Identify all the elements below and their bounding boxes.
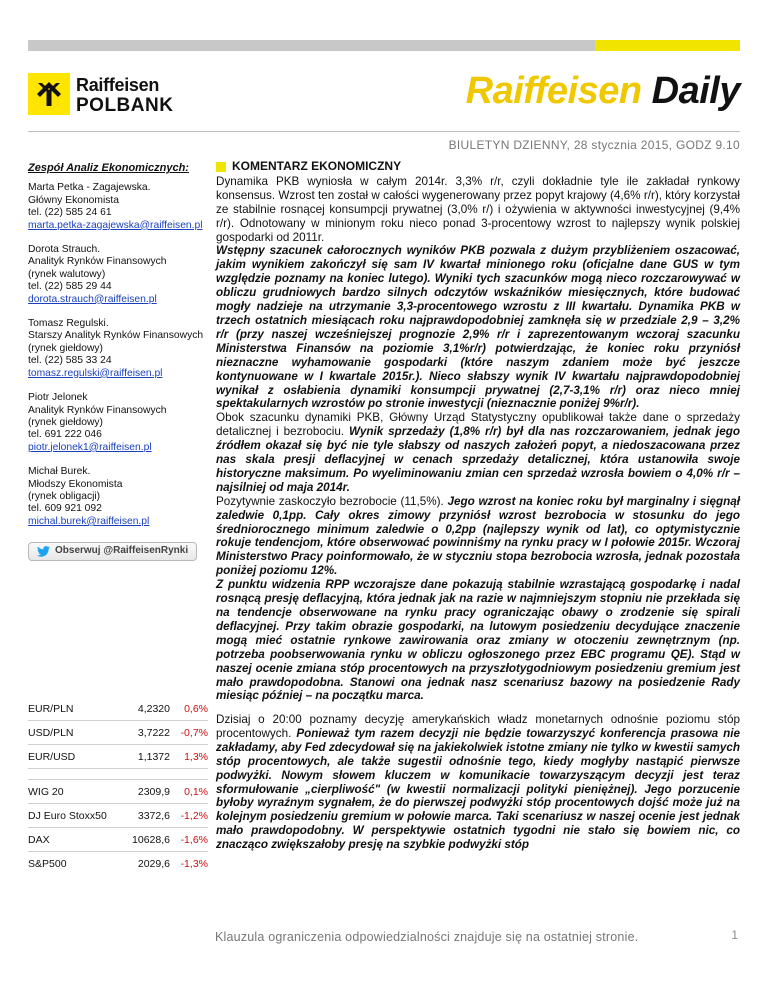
paragraph-text: Pozytywnie zaskoczyło bezrobocie (11,5%). (216, 494, 448, 508)
contact-card (28, 466, 208, 528)
contact-name: Marta Petka - Zagajewska. (28, 182, 151, 194)
section-title: KOMENTARZ EKONOMICZNY (232, 159, 402, 173)
contact-phone: tel. (22) 585 29 44 (28, 281, 112, 293)
logo-text-raiffeisen: Raiffeisen (76, 75, 160, 95)
contact-phone: tel. 609 921 092 (28, 503, 102, 515)
paragraph-text: Obok szacunku dynamiki PKB, Główny Urząd Statystyczny opublikował także dane o sprzedaży detalicznej i bezrobociu. (216, 411, 740, 439)
market-table (28, 697, 208, 875)
section-square-icon (216, 162, 226, 172)
contact-role: Analityk Rynków Finansowych (28, 404, 167, 416)
instrument-name: S&P500 (28, 857, 67, 870)
instrument-name: USD/PLN (28, 726, 74, 739)
instrument-change: 1,3% (184, 750, 208, 763)
paragraph-emphasis: Ponieważ tym razem decyzji nie będzie towarzyszyć konferencja prasowa nie zakładamy, aby Fed zdecydował się na jakiekolwiek istotne zmiany nie tylko w kwestii samych stóp procentowych, ale także sugestii odnośnie tego, kiedy mogłyby nastąpić pierwsze podwyżki. Nowym słowem kluczem w komunikacie towarzyszącym decyzji jest teraz sformułowanie „cierpliwość" (w kwestii normalizacji polityki pieniężnej). Jego porzucenie byłoby wyraźnym sygnałem, że do pierwszej podwyżki stóp procentowych dojść może już na kolejnym posiedzeniu gremium w połowie marca. Taki scenariusz w naszej ocenie jest jednak mało prawdopodobny. W perspektywie ostatnich tygodni nie stało się bowiem nic, co znacząco zwiększałoby presję na szybkie podwyżki stóp (216, 726, 740, 852)
publication-title (466, 70, 740, 113)
contact-card (28, 182, 208, 232)
twitter-bird-icon (37, 546, 50, 557)
market-row (28, 828, 208, 852)
gable-cross-icon (28, 73, 70, 115)
contact-card (28, 392, 208, 454)
contact-phone: tel. (22) 585 24 61 (28, 207, 112, 219)
market-row (28, 779, 208, 804)
market-row (28, 852, 208, 875)
footer-disclaimer: Klauzula ograniczenia odpowiedzialności znajduje się na ostatniej stronie. (215, 930, 639, 944)
contact-market: (rynek walutowy) (28, 268, 106, 280)
contact-name: Dorota Strauch. (28, 244, 101, 256)
header-bar-accent (595, 40, 740, 51)
article-paragraph (216, 411, 740, 494)
contact-phone: tel. (22) 585 33 24 (28, 355, 112, 367)
contact-email-link[interactable]: tomasz.regulski@raiffeisen.pl (28, 367, 163, 379)
article-column-continued (216, 713, 740, 852)
market-row (28, 721, 208, 745)
header-divider (28, 131, 740, 132)
instrument-value: 3372,6 (137, 809, 170, 822)
header-bar (28, 40, 740, 51)
contact-card (28, 244, 208, 306)
contact-role: Analityk Rynków Finansowych (28, 256, 167, 268)
contact-email-link[interactable]: piotr.jelonek1@raiffeisen.pl (28, 441, 152, 453)
contact-email-link[interactable]: marta.petka-zagajewska@raiffeisen.pl (28, 219, 203, 231)
contact-role: Młodszy Ekonomista (28, 478, 123, 490)
instrument-value: 4,2320 (137, 702, 170, 715)
instrument-name: WIG 20 (28, 785, 64, 798)
paragraph-text: Dzisiaj o 20:00 poznamy decyzję amerykańskich władz monetarnych odnośnie poziomu stóp procentowych. (216, 713, 740, 740)
instrument-change: -1,2% (180, 809, 208, 822)
contact-role: Główny Ekonomista (28, 194, 119, 206)
paragraph-emphasis: Jego wzrost na koniec roku był marginalny i sięgnął zaledwie 0,1pp. Cały okres zimowy przyniósł wzrost bezrobocia w stosunku do jego średniorocznego minimum zaledwie o 0,2pp (najlepszy wynik od lat), co optymistycznie rokuje tendencjom, które obserwować powinniśmy na rynku pracy w I połowie 2015r. Wczoraj Ministerstwo Pracy poinformowało, że w styczniu stopa bezrobocia wzrosła, jednak pozostała poniżej poziomu 12%. (216, 494, 740, 578)
contact-market: (rynek giełdowy) (28, 416, 103, 428)
contact-market: (rynek giełdowy) (28, 342, 103, 354)
contact-phone: tel. 691 222 046 (28, 429, 102, 441)
instrument-value: 1,1372 (137, 750, 170, 763)
contact-name: Piotr Jelonek (28, 392, 88, 404)
instrument-value: 10628,6 (132, 833, 170, 846)
instrument-change: 0,1% (184, 785, 208, 798)
article-paragraph (216, 713, 740, 852)
section-heading (216, 160, 740, 174)
bulletin-date: BIULETYN DZIENNY, 28 stycznia 2015, GODZ 9.10 (448, 138, 740, 152)
title-part-raiffeisen: Raiffeisen (465, 70, 642, 112)
raiffeisen-logo (28, 73, 188, 123)
contact-market: (rynek obligacji) (28, 490, 101, 502)
title-part-daily: Daily (651, 70, 740, 112)
article-paragraph (216, 495, 740, 578)
instrument-change: -1,6% (180, 833, 208, 846)
instrument-change: -0,7% (180, 726, 208, 739)
market-row (28, 697, 208, 721)
article-paragraph: Wstępny szacunek całorocznych wyników PKB pozwala z dużym przybliżeniem oszacować, jakim wynikiem zakończył się sam IV kwartał minionego roku (oficjalne dane GUS w tym względzie poznamy na koniec lutego). Wyniki tych szacunków mogą nieco rozczarowywać w obliczu grudniowych bardzo silnych odczytów wskaźników miesięcznych, które budować mogły nadzieje na utrzymanie 3,3-procentowego wzrostu z III kwartału. Dynamika PKB w trzech ostatnich miesiącach roku najprawdopodobniej zamknęła się w przedziale 2,9 – 3,2% r/r (przy naszej wcześniejszej prognozie 2,9% r/r i zaprezentowanym wczoraj szacunku Ministerstwa Finansów na poziomie 3,1%r/r) potwierdzając, że koniec roku przyniósł nieznaczne wyhamowanie gospodarki (które naszym zdaniem może być jeszcze kontynuowane w I kwartale 2015r.). Nieco słabszy wynik IV kwartału najprawdopodobniej wynikał z osłabienia dynamiki konsumpcji prywatnej (2,7-3,1% r/r) oraz nieco mniej spektakularnych wzrostów po stronie inwestycji (nieznacznie poniżej 9%r/r). (216, 244, 740, 411)
article-paragraph: Z punktu widzenia RPP wczorajsze dane pokazują stabilnie wzrastającą gospodarkę i nadal rosnącą presję deflacyjną, która jednak jak na razie w najmniejszym stopniu nie przekłada się na tendencje obserwowane na rynku pracy ograniczając obawy o zrodzenie się spirali deflacyjnej. Przy takim obrazie gospodarki, na lutowym posiedzeniu decydujące znaczenie mogą mieć ostatnie rynkowe zawirowania oraz zmiany w otoczeniu zewnętrznym (np. potrzeba poobserwowania rynku w obliczu ogłoszonego przez EBC programu QE). Stąd w naszej ocenie zmiana stóp procentowych na przyszłotygodniowym posiedzeniu gremium jest mało prawdopodobna. Stanowi ona jednak nasz scenariusz bazowy na posiedzenie Rady miesiąc później – na początku marca. (216, 578, 740, 703)
contact-role: Starszy Analityk Rynków Finansowych (28, 330, 204, 342)
contact-card (28, 318, 208, 380)
contact-email-link[interactable]: dorota.strauch@raiffeisen.pl (28, 293, 157, 305)
twitter-follow-label: Obserwuj @RaiffeisenRynki (55, 545, 189, 557)
team-title: Zespół Analiz Ekonomicznych: (28, 162, 189, 174)
instrument-name: EUR/PLN (28, 702, 74, 715)
instrument-value: 2309,9 (137, 785, 170, 798)
instrument-change: -1,3% (180, 857, 208, 870)
twitter-follow-button[interactable] (28, 542, 197, 561)
instrument-value: 2029,6 (137, 857, 170, 870)
contact-name: Michał Burek. (28, 466, 91, 478)
sidebar (28, 162, 208, 562)
instrument-value: 3,7222 (137, 726, 170, 739)
instrument-name: DAX (28, 833, 50, 846)
paragraph-emphasis: Wynik sprzedaży (1,8% r/r) był dla nas rozczarowaniem, jednak jego źródłem okazał się być nie tyle słabszy od naszych założeń popyt, a niedoszacowana przez nas skala presji deflacyjnej w cenach sprzedaży detalicznej, która ustanowiła swoje historyczne maksimum. Po wyeliminowaniu zmian cen sprzedaż wzrosła bowiem o 4,0% r/r – najsilniej od maja 2014r. (216, 425, 740, 494)
article-column (216, 160, 740, 703)
instrument-name: DJ Euro Stoxx50 (28, 809, 107, 822)
market-row (28, 804, 208, 828)
contact-email-link[interactable]: michal.burek@raiffeisen.pl (28, 515, 150, 527)
contact-name: Tomasz Regulski. (28, 318, 109, 330)
logo-text-polbank: POLBANK (76, 95, 174, 116)
instrument-name: EUR/USD (28, 750, 76, 763)
article-paragraph: Dynamika PKB wyniosła w całym 2014r. 3,3% r/r, czyli dokładnie tyle ile zakładał rynkowy konsensus. Wzrost ten został w całości wygenerowany przez popyt krajowy (4,6% r/r), który korzystał ze stabilnie rosnącej konsumpcji prywatnej (3,0% r/) i ożywienia w aktywności inwestycyjnej (9,4% r/r). Odnotowany w minionym roku nieco ponad 3-procentowy wzrost to najlepszy wynik polskiej gospodarki od 2011r. (216, 174, 740, 244)
market-row (28, 745, 208, 769)
instrument-change: 0,6% (184, 702, 208, 715)
page-number: 1 (731, 928, 738, 942)
